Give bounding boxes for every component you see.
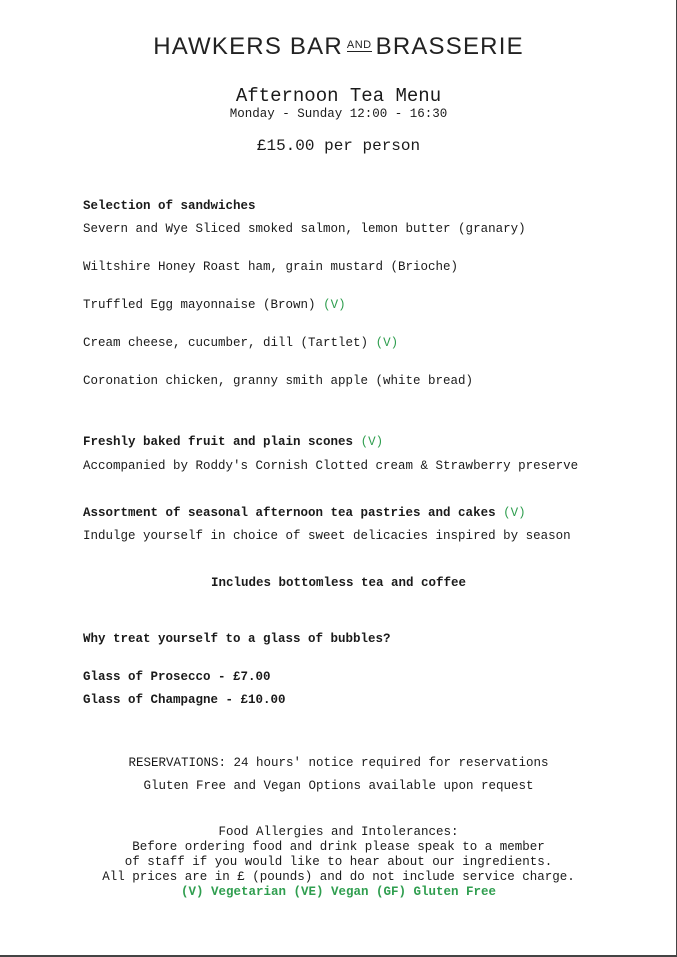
allergy-line: All prices are in £ (pounds) and do not include service charge. <box>102 870 575 884</box>
sandwich-item: Wiltshire Honey Roast ham, grain mustard (Brioche) <box>83 260 459 274</box>
brand-name-right: BRASSERIE <box>375 33 524 60</box>
sandwich-item-text: Truffled Egg mayonnaise (Brown) <box>83 298 316 312</box>
sandwich-item <box>83 298 346 312</box>
opening-hours: Monday - Sunday 12:00 - 16:30 <box>229 107 448 121</box>
champagne-price: Glass of Champagne - £10.00 <box>83 693 286 707</box>
pastries-heading-row <box>83 506 526 520</box>
brand-and: AND <box>346 39 372 51</box>
allergy-notice <box>0 825 677 900</box>
sandwich-item <box>83 336 398 350</box>
vegetarian-tag: (V) <box>503 506 526 520</box>
prosecco-price: Glass of Prosecco - £7.00 <box>83 670 271 684</box>
includes-note: Includes bottomless tea and coffee <box>210 576 467 590</box>
allergy-heading: Food Allergies and Intolerances: <box>218 825 459 839</box>
brand-name-left: HAWKERS BAR <box>153 33 343 60</box>
sandwich-item: Severn and Wye Sliced smoked salmon, lemon butter (granary) <box>83 222 526 236</box>
scones-heading: Freshly baked fruit and plain scones <box>83 435 354 449</box>
dietary-legend: (V) Vegetarian (VE) Vegan (GF) Gluten Free <box>180 885 497 899</box>
vegetarian-tag: (V) <box>323 298 346 312</box>
vegetarian-tag: (V) <box>360 435 384 449</box>
allergy-line: Before ordering food and drink please speak to a member <box>132 840 545 854</box>
brand-logo <box>0 33 677 61</box>
sandwich-item: Coronation chicken, granny smith apple (white bread) <box>83 374 474 388</box>
bubbles-heading: Why treat yourself to a glass of bubbles? <box>83 632 391 646</box>
reservations-note: RESERVATIONS: 24 hours' notice required for reservations <box>128 756 549 770</box>
scones-description: Accompanied by Roddy's Cornish Clotted cream & Strawberry preserve <box>83 459 579 473</box>
pastries-heading: Assortment of seasonal afternoon tea pastries and cakes <box>83 506 496 520</box>
allergy-line: of staff if you would like to hear about our ingredients. <box>124 855 553 869</box>
price-per-person: £15.00 per person <box>256 137 421 155</box>
menu-title: Afternoon Tea Menu <box>235 85 442 107</box>
pastries-description: Indulge yourself in choice of sweet delicacies inspired by season <box>83 529 571 543</box>
vegetarian-tag: (V) <box>375 336 399 350</box>
scones-heading-row <box>83 435 383 449</box>
sandwich-item-text: Cream cheese, cucumber, dill (Tartlet) <box>83 336 369 350</box>
sandwiches-heading: Selection of sandwiches <box>83 199 256 213</box>
dietary-options-note: Gluten Free and Vegan Options available upon request <box>143 779 534 793</box>
